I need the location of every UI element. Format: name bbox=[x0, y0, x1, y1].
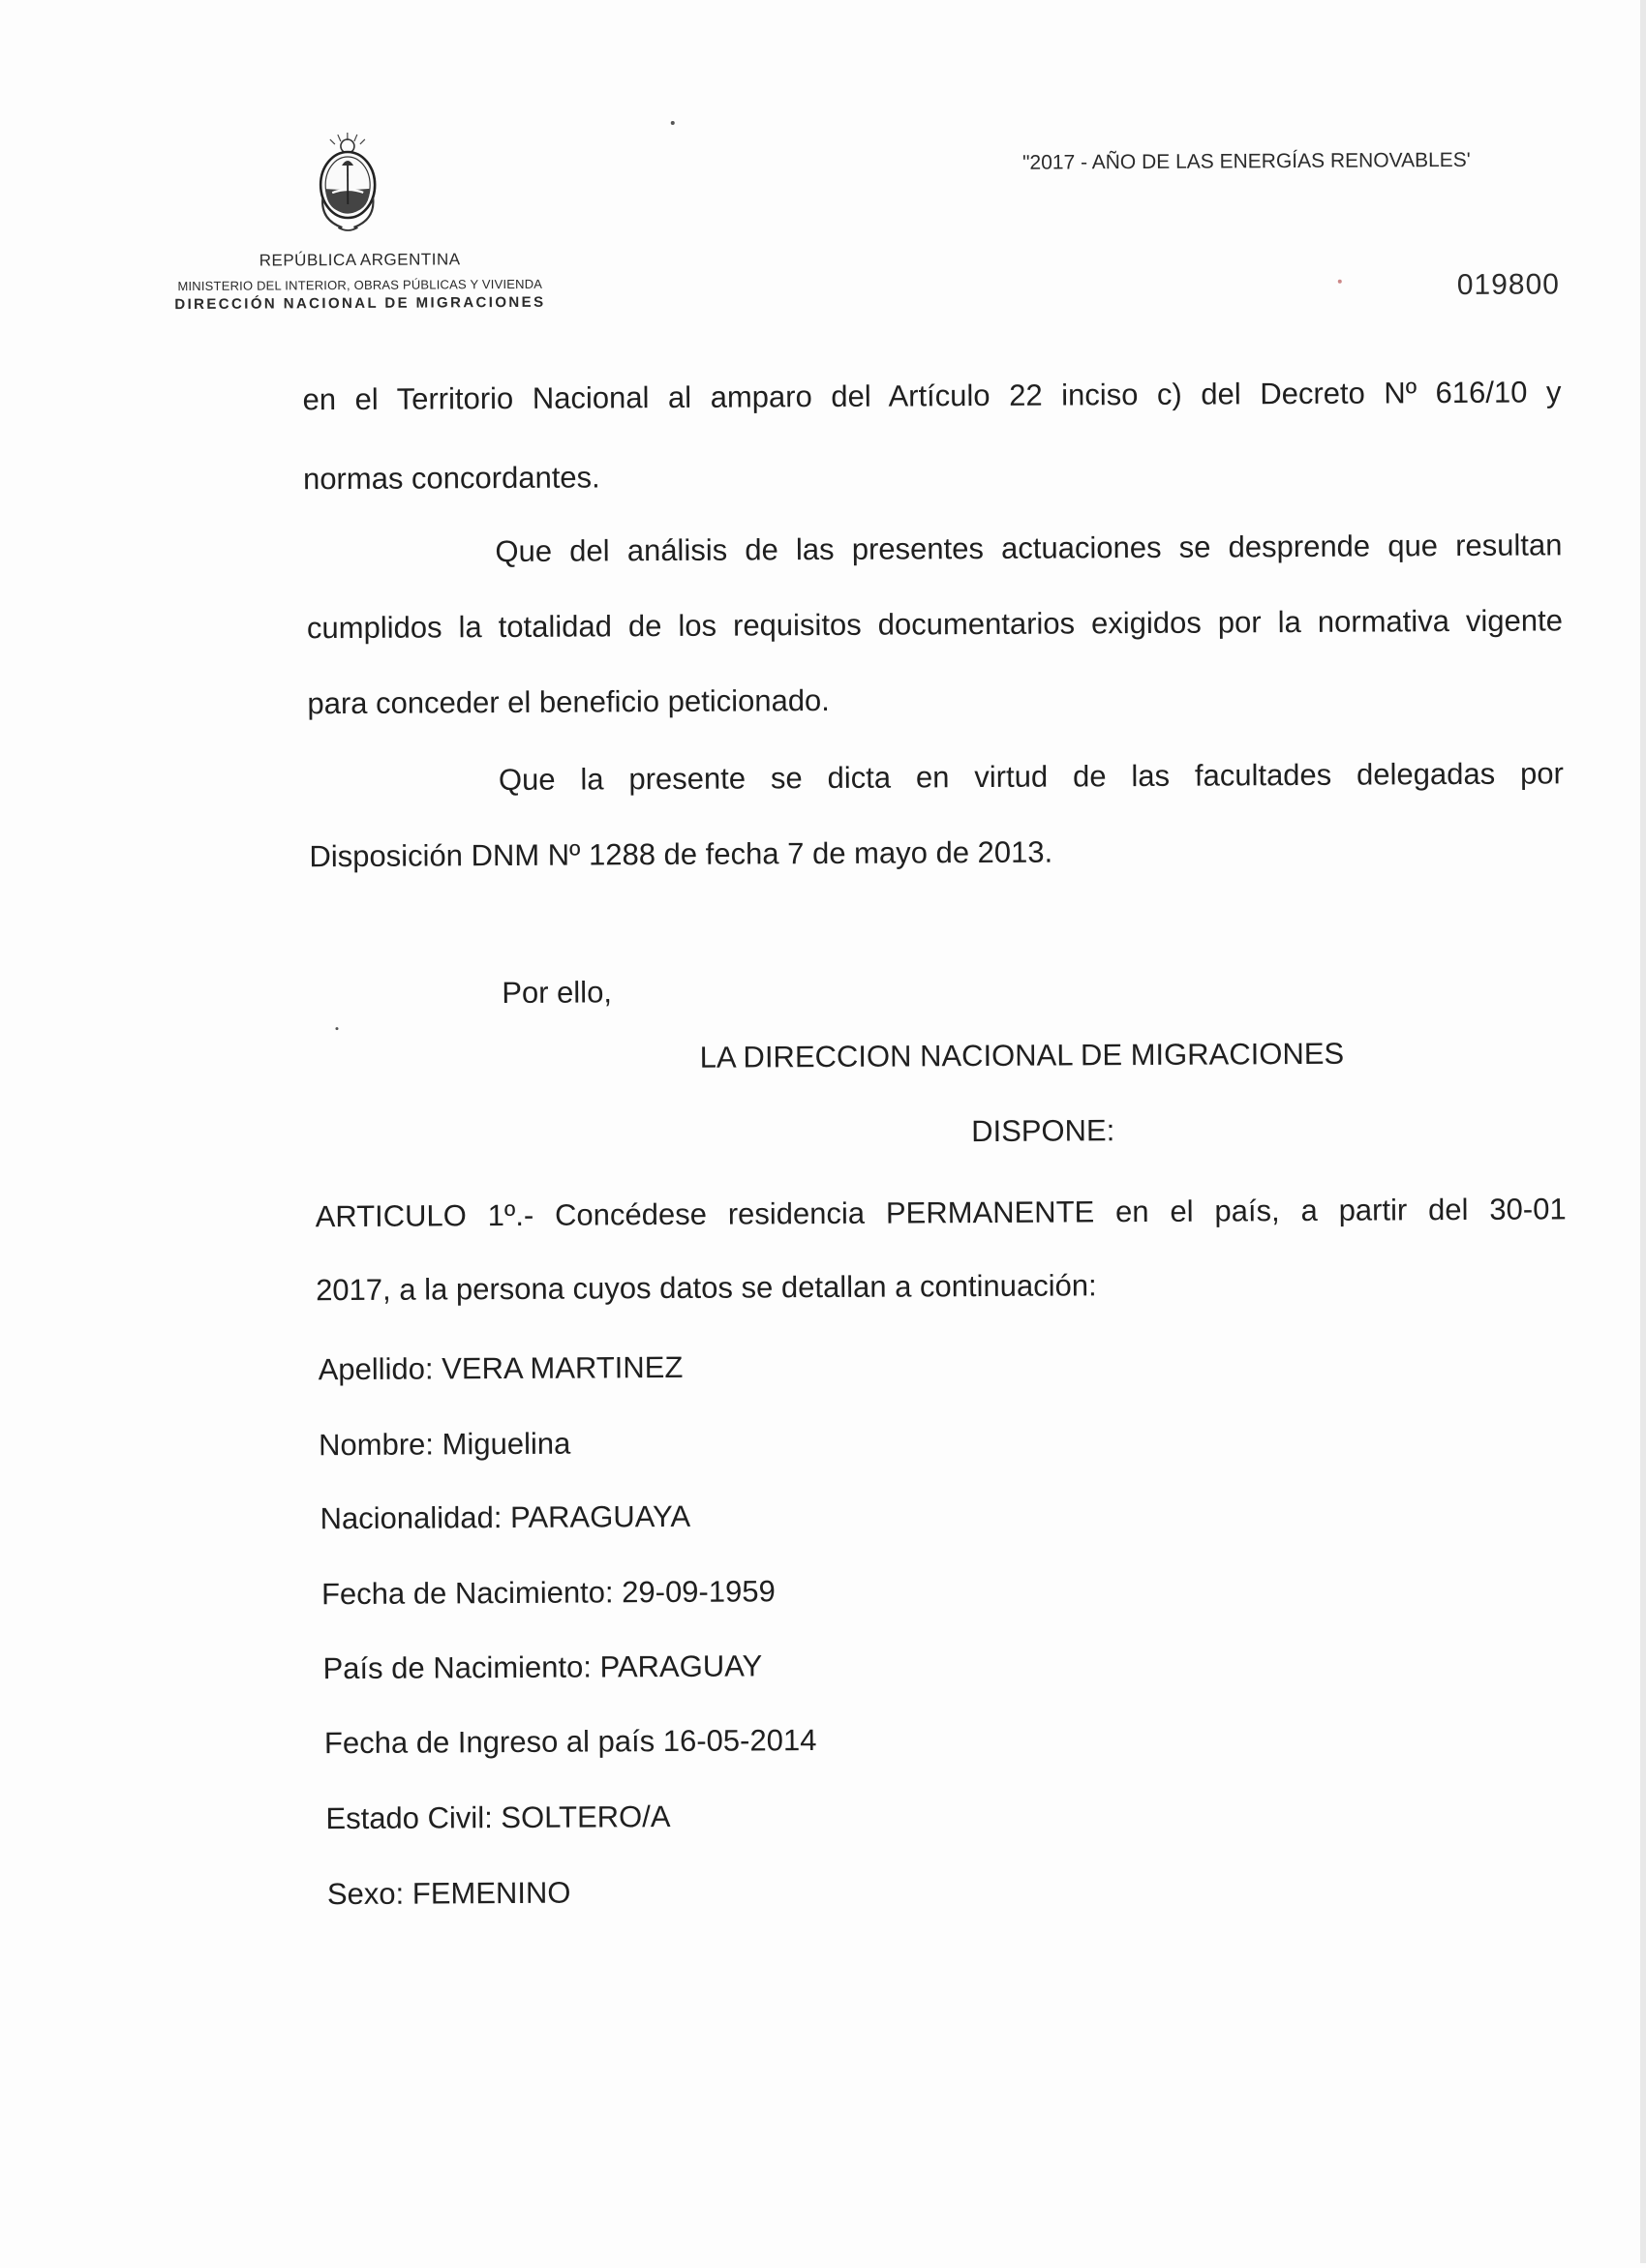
issuing-authority: LA DIRECCION NACIONAL DE MIGRACIONES bbox=[700, 1037, 1345, 1075]
article-1-line-1: ARTICULO 1º.- Concédese residencia PERMANENTE en el país, a partir del 30-01 bbox=[316, 1192, 1567, 1234]
paragraph-2-line-2: cumplidos la totalidad de los requisitos documentarios exigidos por la normativa vigente bbox=[307, 603, 1563, 646]
scan-speck bbox=[335, 1027, 338, 1030]
year-motto: "2017 - AÑO DE LAS ENERGÍAS RENOVABLES' bbox=[1022, 149, 1471, 175]
field-estado-civil: Estado Civil: SOLTERO/A bbox=[325, 1799, 670, 1836]
field-nacionalidad: Nacionalidad: PARAGUAYA bbox=[320, 1499, 690, 1536]
field-pais-nacimiento: País de Nacimiento: PARAGUAY bbox=[322, 1648, 762, 1685]
paragraph-2-line-1: Que del análisis de las presentes actuaciones se desprende que resultan bbox=[495, 528, 1562, 568]
letterhead bbox=[147, 250, 573, 314]
por-ello: Por ello, bbox=[502, 975, 612, 1010]
document-number: 019800 bbox=[1457, 268, 1560, 302]
scan-speck bbox=[671, 121, 675, 125]
field-apellido: Apellido: VERA MARTINEZ bbox=[319, 1350, 684, 1387]
field-fecha-ingreso: Fecha de Ingreso al país 16-05-2014 bbox=[324, 1723, 817, 1761]
paragraph-3-line-2: Disposición DNM Nº 1288 de fecha 7 de mayo de 2013. bbox=[309, 835, 1052, 874]
republic-label: REPÚBLICA ARGENTINA bbox=[147, 250, 573, 272]
field-fecha-nacimiento: Fecha de Nacimiento: 29-09-1959 bbox=[321, 1574, 776, 1612]
field-nombre: Nombre: Miguelina bbox=[319, 1427, 570, 1463]
ministry-label: MINISTERIO DEL INTERIOR, OBRAS PÚBLICAS Y VIVIENDA bbox=[147, 277, 573, 294]
coat-of-arms-icon bbox=[313, 131, 383, 239]
paragraph-1-line-2: normas concordantes. bbox=[303, 460, 600, 497]
field-sexo: Sexo: FEMENINO bbox=[327, 1876, 571, 1912]
dispone-heading: DISPONE: bbox=[971, 1113, 1114, 1149]
paragraph-1-line-1: en el Territorio Nacional al amparo del Artículo 22 inciso c) del Decreto Nº 616/10 y bbox=[302, 375, 1561, 417]
paragraph-2-line-3: para conceder el beneficio peticionado. bbox=[307, 683, 830, 721]
paragraph-3-line-1: Que la presente se dicta en virtud de las facultades delegadas por bbox=[499, 756, 1564, 797]
article-1-line-2: 2017, a la persona cuyos datos se detallan a continuación: bbox=[316, 1268, 1097, 1308]
scan-speck bbox=[1338, 280, 1342, 284]
direction-label: DIRECCIÓN NACIONAL DE MIGRACIONES bbox=[147, 294, 573, 314]
scan-edge bbox=[1640, 0, 1646, 2263]
